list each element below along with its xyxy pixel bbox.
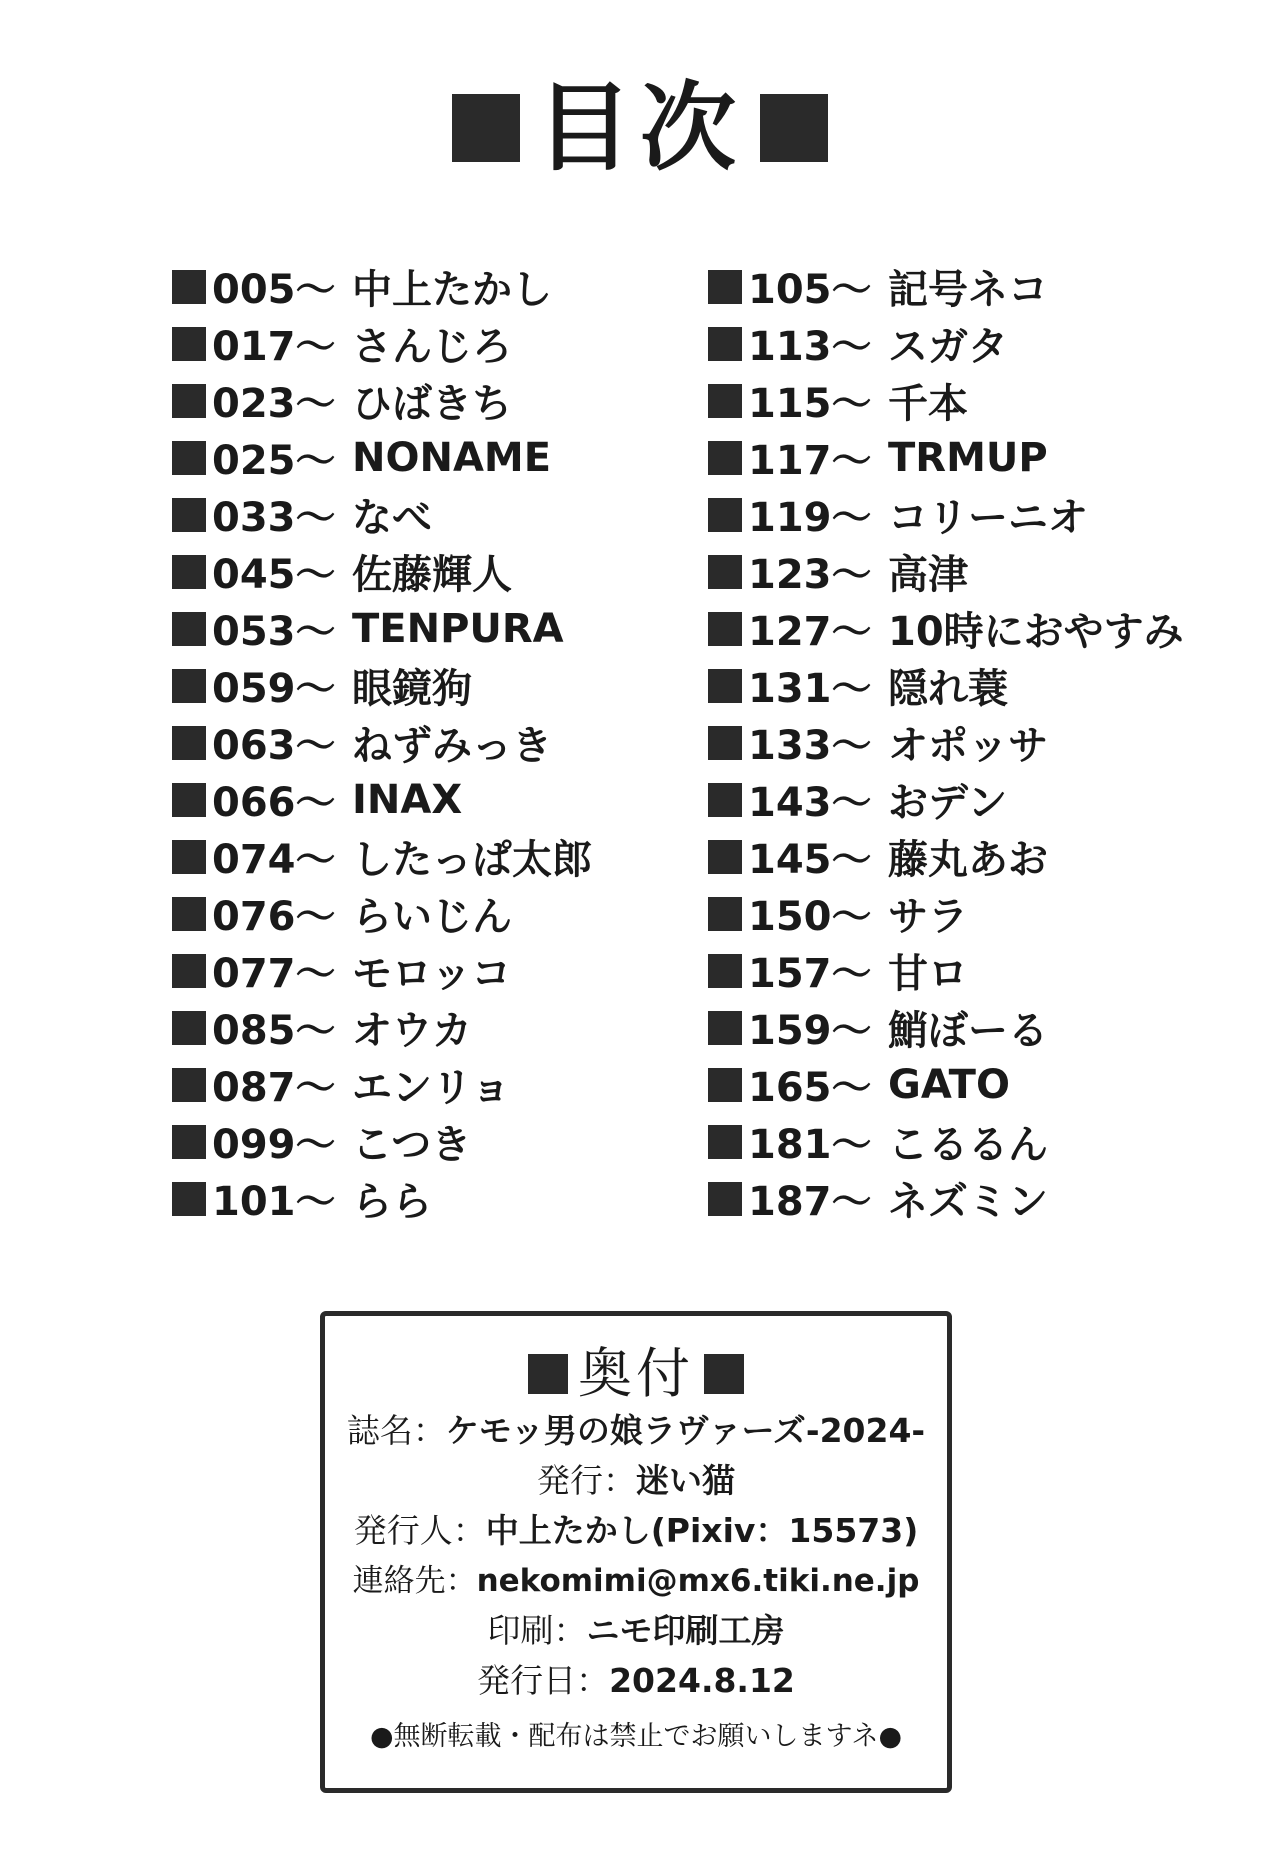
square-bullet-icon bbox=[708, 726, 742, 760]
square-bullet-icon bbox=[172, 1068, 206, 1102]
toc-page-number: 063～ bbox=[212, 723, 336, 769]
toc-page-number: 117～ bbox=[748, 438, 872, 484]
square-bullet-icon bbox=[172, 441, 206, 475]
toc-page-number: 066～ bbox=[212, 780, 336, 826]
square-bullet-icon bbox=[708, 384, 742, 418]
toc-page-number: 157～ bbox=[748, 951, 872, 997]
square-bullet-icon bbox=[172, 954, 206, 988]
toc-author-name: モロッコ bbox=[352, 951, 512, 997]
toc-entry bbox=[172, 1170, 592, 1227]
toc-page-number: 115～ bbox=[748, 381, 872, 427]
toc-entry bbox=[708, 828, 1184, 885]
toc-author-name: ねずみっき bbox=[352, 723, 552, 769]
toc-page-number: 113～ bbox=[748, 324, 872, 370]
toc-entry bbox=[172, 771, 592, 828]
toc-entry bbox=[172, 714, 592, 771]
square-bullet-icon bbox=[172, 726, 206, 760]
colophon-value: 迷い猫 bbox=[636, 1461, 735, 1500]
toc-page-number: 127～ bbox=[748, 609, 872, 655]
colophon-label: 連絡先： bbox=[352, 1563, 477, 1599]
toc-page-number: 187～ bbox=[748, 1179, 872, 1225]
colophon-heading: 奥付 bbox=[578, 1342, 694, 1405]
colophon-box bbox=[320, 1311, 952, 1793]
toc-author-name: エンリョ bbox=[352, 1065, 511, 1111]
square-bullet-icon bbox=[172, 669, 206, 703]
toc-entry bbox=[172, 1113, 592, 1170]
toc-entry bbox=[172, 315, 592, 372]
square-bullet-icon bbox=[172, 555, 206, 589]
toc-entry bbox=[708, 999, 1184, 1056]
toc-entry bbox=[708, 885, 1184, 942]
no-reprint-notice: ●無断転載・配布は禁止でお願いしますネ● bbox=[369, 1721, 903, 1752]
toc-left-column bbox=[172, 258, 592, 1227]
toc-entry bbox=[172, 258, 592, 315]
toc-author-name: オウカ bbox=[352, 1008, 472, 1054]
square-bullet-icon bbox=[528, 1354, 568, 1394]
toc-author-name: GATO bbox=[888, 1061, 1010, 1108]
square-bullet-icon bbox=[708, 1125, 742, 1159]
square-bullet-icon bbox=[708, 1182, 742, 1216]
toc-entry bbox=[172, 1056, 592, 1113]
toc-page-number: 099～ bbox=[212, 1122, 336, 1168]
square-bullet-icon bbox=[172, 384, 206, 418]
toc-entry bbox=[708, 543, 1184, 600]
toc-entry bbox=[172, 657, 592, 714]
square-bullet-icon bbox=[172, 270, 206, 304]
toc-author-name: 中上たかし bbox=[352, 267, 552, 313]
toc-page-number: 145～ bbox=[748, 837, 872, 883]
colophon-line-contact bbox=[325, 1556, 947, 1606]
toc-entry bbox=[172, 486, 592, 543]
colophon-value: ニモ印刷工房 bbox=[586, 1611, 785, 1650]
square-bullet-icon bbox=[708, 840, 742, 874]
toc-entry bbox=[708, 1170, 1184, 1227]
toc-page-number: 085～ bbox=[212, 1008, 336, 1054]
toc-author-name: こつき bbox=[352, 1122, 472, 1168]
toc-author-name: 高津 bbox=[888, 552, 968, 598]
toc-author-name: 佐藤輝人 bbox=[352, 552, 512, 598]
toc-page-number: 087～ bbox=[212, 1065, 336, 1111]
toc-author-name: スガタ bbox=[888, 324, 1008, 370]
colophon-value: nekomimi@mx6.tiki.ne.jp bbox=[476, 1563, 920, 1599]
square-bullet-icon bbox=[708, 498, 742, 532]
toc-page-number: 101～ bbox=[212, 1179, 336, 1225]
toc-page-number: 181～ bbox=[748, 1122, 872, 1168]
toc-author-name: おデン bbox=[888, 780, 1008, 826]
toc-author-name: なべ bbox=[352, 495, 432, 541]
toc-author-name: 眼鏡狗 bbox=[352, 666, 472, 712]
page-title bbox=[0, 72, 1280, 184]
toc-entry bbox=[708, 258, 1184, 315]
toc-author-name: らら bbox=[352, 1179, 432, 1225]
toc-page-number: 025～ bbox=[212, 438, 336, 484]
square-bullet-icon bbox=[172, 897, 206, 931]
toc-page-number: 150～ bbox=[748, 894, 872, 940]
square-bullet-icon bbox=[172, 1182, 206, 1216]
toc-author-name: 記号ネコ bbox=[888, 267, 1048, 313]
square-bullet-icon bbox=[708, 897, 742, 931]
toc-entry bbox=[708, 600, 1184, 657]
square-bullet-icon bbox=[760, 94, 828, 162]
toc-entry bbox=[172, 429, 592, 486]
toc-entry bbox=[172, 372, 592, 429]
square-bullet-icon bbox=[708, 1068, 742, 1102]
square-bullet-icon bbox=[452, 94, 520, 162]
toc-entry bbox=[708, 657, 1184, 714]
toc-page-number: 119～ bbox=[748, 495, 872, 541]
square-bullet-icon bbox=[172, 783, 206, 817]
colophon-line-magazine bbox=[325, 1406, 947, 1456]
square-bullet-icon bbox=[708, 954, 742, 988]
toc-entry bbox=[172, 885, 592, 942]
toc-heading: 目次 bbox=[536, 72, 744, 184]
toc-author-name: 隠れ蓑 bbox=[888, 666, 1008, 712]
toc-author-name: 甘ロ bbox=[888, 951, 968, 997]
colophon-line-date bbox=[325, 1656, 947, 1706]
square-bullet-icon bbox=[708, 612, 742, 646]
colophon-label: 発行人： bbox=[353, 1511, 486, 1550]
toc-author-name: ひばきち bbox=[352, 381, 512, 427]
toc-page-number: 074～ bbox=[212, 837, 336, 883]
colophon-label: 印刷： bbox=[487, 1611, 587, 1650]
square-bullet-icon bbox=[172, 327, 206, 361]
toc-author-name: らいじん bbox=[352, 894, 512, 940]
square-bullet-icon bbox=[708, 270, 742, 304]
toc-entry bbox=[708, 1113, 1184, 1170]
square-bullet-icon bbox=[172, 1011, 206, 1045]
toc-author-name: TENPURA bbox=[352, 605, 564, 652]
toc-page-number: 159～ bbox=[748, 1008, 872, 1054]
toc-entry bbox=[708, 942, 1184, 999]
square-bullet-icon bbox=[708, 669, 742, 703]
colophon-value: 2024.8.12 bbox=[609, 1661, 795, 1700]
toc-entry bbox=[708, 486, 1184, 543]
toc-entry bbox=[708, 315, 1184, 372]
toc-page-number: 053～ bbox=[212, 609, 336, 655]
toc-author-name: NONAME bbox=[352, 434, 552, 481]
square-bullet-icon bbox=[172, 612, 206, 646]
toc-entry bbox=[708, 771, 1184, 828]
toc-page-number: 017～ bbox=[212, 324, 336, 370]
toc-author-name: 藤丸あお bbox=[888, 837, 1048, 883]
colophon-value: 中上たかし(Pixiv：15573) bbox=[485, 1511, 919, 1550]
colophon-label: 発行： bbox=[537, 1461, 636, 1500]
colophon-line-publisher bbox=[325, 1456, 947, 1506]
toc-author-name: サラ bbox=[888, 894, 968, 940]
square-bullet-icon bbox=[708, 1011, 742, 1045]
square-bullet-icon bbox=[708, 327, 742, 361]
toc-entry bbox=[172, 543, 592, 600]
colophon-title bbox=[325, 1342, 947, 1406]
toc-entry bbox=[172, 828, 592, 885]
toc-entry bbox=[172, 999, 592, 1056]
toc-author-name: 鮹ぼーる bbox=[888, 1008, 1048, 1054]
toc-entry bbox=[172, 942, 592, 999]
toc-author-name: したっぱ太郎 bbox=[352, 837, 592, 883]
square-bullet-icon bbox=[172, 1125, 206, 1159]
toc-author-name: オポッサ bbox=[888, 723, 1048, 769]
toc-author-name: TRMUP bbox=[888, 434, 1048, 481]
toc-page-number: 059～ bbox=[212, 666, 336, 712]
toc-page-number: 076～ bbox=[212, 894, 336, 940]
toc-page-number: 143～ bbox=[748, 780, 872, 826]
toc-page-number: 165～ bbox=[748, 1065, 872, 1111]
square-bullet-icon bbox=[708, 441, 742, 475]
toc-page-number: 105～ bbox=[748, 267, 872, 313]
colophon-label: 発行日： bbox=[477, 1661, 610, 1700]
toc-right-column bbox=[708, 258, 1184, 1227]
toc-page-number: 005～ bbox=[212, 267, 336, 313]
toc-page-number: 033～ bbox=[212, 495, 336, 541]
colophon-line-issuer bbox=[325, 1506, 947, 1556]
toc-page-number: 133～ bbox=[748, 723, 872, 769]
toc-page-number: 023～ bbox=[212, 381, 336, 427]
square-bullet-icon bbox=[708, 783, 742, 817]
toc-author-name: INAX bbox=[352, 776, 463, 823]
toc-page-number: 123～ bbox=[748, 552, 872, 598]
toc-author-name: こるるん bbox=[888, 1122, 1048, 1168]
square-bullet-icon bbox=[172, 498, 206, 532]
toc-entry bbox=[708, 1056, 1184, 1113]
toc-author-name: コリーニオ bbox=[888, 495, 1088, 541]
colophon-label: 誌名： bbox=[346, 1411, 446, 1450]
toc-entry bbox=[708, 714, 1184, 771]
toc-author-name: ネズミン bbox=[888, 1179, 1048, 1225]
toc-author-name: 10時におやすみ bbox=[888, 609, 1184, 655]
square-bullet-icon bbox=[708, 555, 742, 589]
toc-author-name: さんじろ bbox=[352, 324, 512, 370]
toc-page-number: 045～ bbox=[212, 552, 336, 598]
toc-entry bbox=[708, 372, 1184, 429]
toc-entry bbox=[708, 429, 1184, 486]
square-bullet-icon bbox=[704, 1354, 744, 1394]
toc-page-number: 077～ bbox=[212, 951, 336, 997]
toc-author-name: 千本 bbox=[888, 381, 968, 427]
colophon-line-printer bbox=[325, 1606, 947, 1656]
toc-entry bbox=[172, 600, 592, 657]
square-bullet-icon bbox=[172, 840, 206, 874]
colophon-value: ケモッ男の娘ラヴァーズ-2024- bbox=[445, 1411, 926, 1450]
toc-page-number: 131～ bbox=[748, 666, 872, 712]
